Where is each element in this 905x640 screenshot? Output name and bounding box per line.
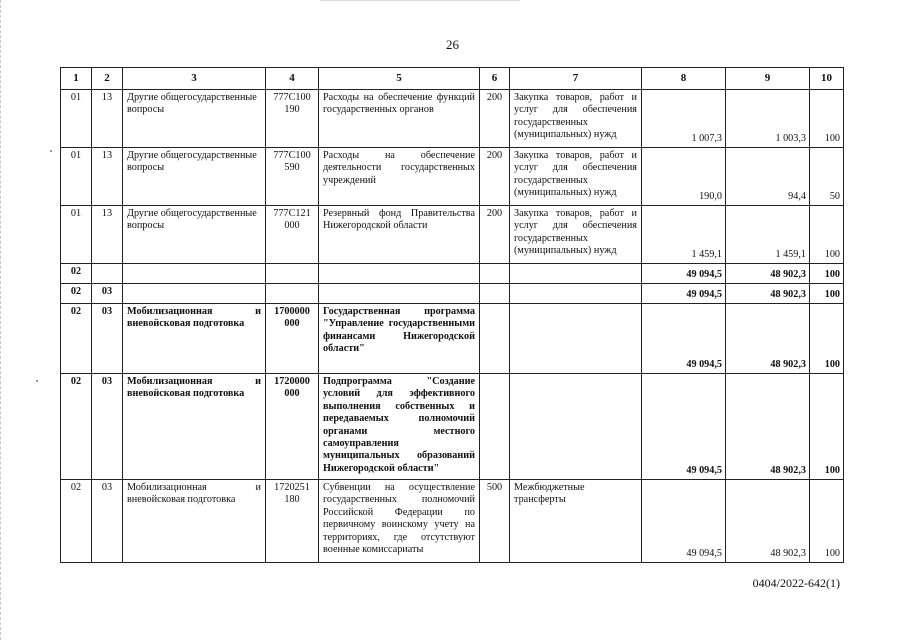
subsection-code: 03 [92,374,123,480]
actual-amount: 48 902,3 [726,264,810,284]
article-name: Подпрограмма "Создание условий для эффективного выполнения собственных и передаваемых полномочий органами местного самоуправления муниципальных образований Нижегородской области" [319,374,480,480]
table-row [61,304,844,374]
subsection-code: 03 [92,480,123,563]
planned-amount: 49 094,5 [642,480,726,563]
document-code: 0404/2022-642(1) [752,576,840,590]
expense-type-code: 200 [480,206,510,264]
scan-speck [50,150,52,152]
section-code: 02 [61,304,92,374]
article-name: Расходы на обеспечение деятельности государственных учреждений [319,148,480,206]
expense-type-code [480,264,510,284]
actual-amount: 1 003,3 [726,90,810,148]
section-code: 01 [61,90,92,148]
header-cell: 8 [642,68,726,90]
planned-amount: 49 094,5 [642,374,726,480]
percent-executed: 100 [810,374,844,480]
section-code: 02 [61,480,92,563]
article-name: Расходы на обеспечение функций государственных органов [319,90,480,148]
article-name: Субвенции на осуществление государственных полномочий Российской Федерации по первичному воинскому учету на территориях, где отсутствуют военные комиссариаты [319,480,480,563]
expense-type-name: Закупка товаров, работ и услуг для обеспечения государственных (муниципальных) нужд [510,206,642,264]
section-name: Другие общегосударственные вопросы [123,148,266,206]
percent-executed: 100 [810,304,844,374]
budget-table [60,67,844,563]
target-article: 1720251 180 [266,480,319,563]
section-code: 01 [61,148,92,206]
header-cell: 6 [480,68,510,90]
expense-type-name [510,284,642,304]
target-article: 777С100 590 [266,148,319,206]
header-row [61,68,844,90]
subsection-code: 13 [92,148,123,206]
expense-type-name: Межбюджетные трансферты [510,480,642,563]
section-code: 01 [61,206,92,264]
expense-type-name: Закупка товаров, работ и услуг для обеспечения государственных (муниципальных) нужд [510,90,642,148]
article-name [319,284,480,304]
planned-amount: 1 459,1 [642,206,726,264]
percent-executed: 100 [810,206,844,264]
article-name [319,264,480,284]
target-article: 777С121 000 [266,206,319,264]
table-row [61,374,844,480]
table-row [61,480,844,563]
header-cell: 7 [510,68,642,90]
expense-type-code: 200 [480,148,510,206]
percent-executed: 100 [810,90,844,148]
section-name [123,264,266,284]
actual-amount: 48 902,3 [726,374,810,480]
section-code: 02 [61,284,92,304]
section-name [123,284,266,304]
section-name: Мобилизационная и вневойсковая подготовка [123,374,266,480]
planned-amount: 49 094,5 [642,284,726,304]
expense-type-name [510,264,642,284]
table-row [61,264,844,284]
header-cell: 1 [61,68,92,90]
section-name: Мобилизационная и вневойсковая подготовка [123,480,266,563]
subsection-code: 03 [92,284,123,304]
section-code: 02 [61,374,92,480]
percent-executed: 50 [810,148,844,206]
target-article [266,264,319,284]
section-code: 02 [61,264,92,284]
header-cell: 3 [123,68,266,90]
planned-amount: 49 094,5 [642,264,726,284]
target-article: 1700000 000 [266,304,319,374]
target-article: 1720000 000 [266,374,319,480]
actual-amount: 48 902,3 [726,284,810,304]
expense-type-code [480,374,510,480]
subsection-code [92,264,123,284]
planned-amount: 1 007,3 [642,90,726,148]
top-rule [320,0,520,1]
article-name: Государственная программа "Управление государственными финансами Нижегородской области" [319,304,480,374]
scan-speck [36,380,38,382]
expense-type-code: 200 [480,90,510,148]
expense-type-name [510,374,642,480]
header-cell: 4 [266,68,319,90]
header-cell: 9 [726,68,810,90]
percent-executed: 100 [810,284,844,304]
header-cell: 10 [810,68,844,90]
expense-type-name [510,304,642,374]
expense-type-code [480,304,510,374]
subsection-code: 03 [92,304,123,374]
planned-amount: 49 094,5 [642,304,726,374]
expense-type-code: 500 [480,480,510,563]
actual-amount: 48 902,3 [726,304,810,374]
table-row [61,206,844,264]
expense-type-name: Закупка товаров, работ и услуг для обеспечения государственных (муниципальных) нужд [510,148,642,206]
section-name: Мобилизационная и вневойсковая подготовка [123,304,266,374]
actual-amount: 1 459,1 [726,206,810,264]
subsection-code: 13 [92,90,123,148]
table-row [61,90,844,148]
expense-type-code [480,284,510,304]
article-name: Резервный фонд Правительства Нижегородской области [319,206,480,264]
page-number: 26 [446,37,459,52]
table-row [61,148,844,206]
header-cell: 2 [92,68,123,90]
percent-executed: 100 [810,264,844,284]
target-article: 777С100 190 [266,90,319,148]
section-name: Другие общегосударственные вопросы [123,90,266,148]
subsection-code: 13 [92,206,123,264]
header-cell: 5 [319,68,480,90]
percent-executed: 100 [810,480,844,563]
target-article [266,284,319,304]
actual-amount: 48 902,3 [726,480,810,563]
scan-edge [0,0,3,640]
table-row [61,284,844,304]
planned-amount: 190,0 [642,148,726,206]
section-name: Другие общегосударственные вопросы [123,206,266,264]
actual-amount: 94,4 [726,148,810,206]
